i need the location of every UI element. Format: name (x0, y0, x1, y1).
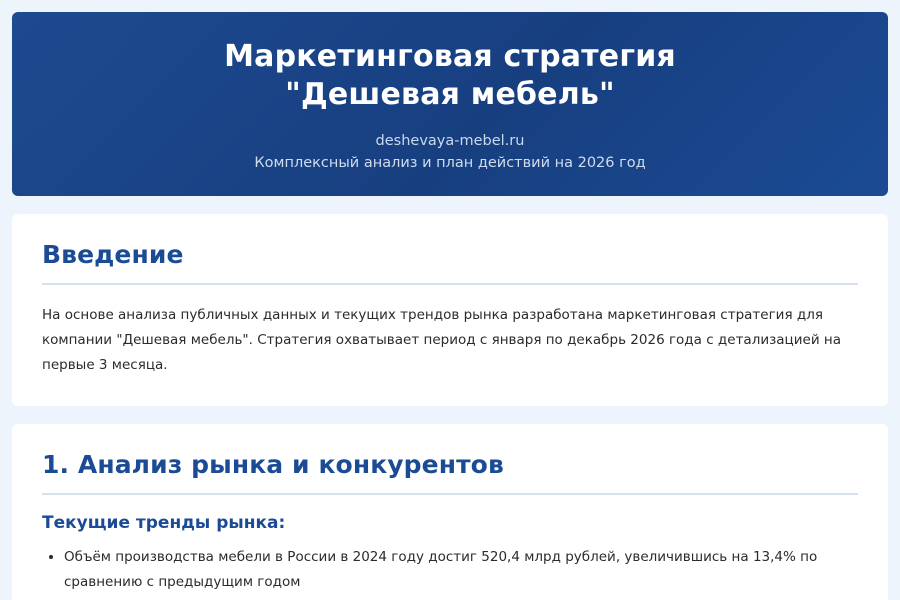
document-header (12, 12, 888, 196)
page-title (42, 38, 858, 115)
section-1-divider (42, 493, 858, 495)
header-tagline: Комплексный анализ и план действий на 2026 год (254, 154, 646, 171)
page-title-line-1: Маркетинговая стратегия (224, 39, 676, 74)
intro-card (12, 214, 888, 406)
section-1-heading: 1. Анализ рынка и конкурентов (42, 450, 504, 480)
page-title-line-2: "Дешевая мебель" (285, 77, 615, 113)
header-site-url: deshevaya-mebel.ru (375, 132, 525, 149)
section-1-subheading: Текущие тренды рынка: (42, 513, 286, 534)
section-1-bullet-list (42, 545, 858, 595)
section-1-card (12, 424, 888, 600)
list-item: • Объём производства мебели в России в 2024 году достиг 520,4 млрд рублей, увеличившись на 13,4% по сравнению с предыдущим годом (64, 545, 858, 595)
intro-paragraph: На основе анализа публичных данных и текущих трендов рынка разработана маркетинговая стратегия для компании "Дешевая мебель". Стратегия охватывает период с января по декабрь 2026 года с детализацией на первые 3 месяца. (42, 307, 841, 374)
intro-divider (42, 283, 858, 285)
intro-heading: Введение (42, 240, 184, 270)
